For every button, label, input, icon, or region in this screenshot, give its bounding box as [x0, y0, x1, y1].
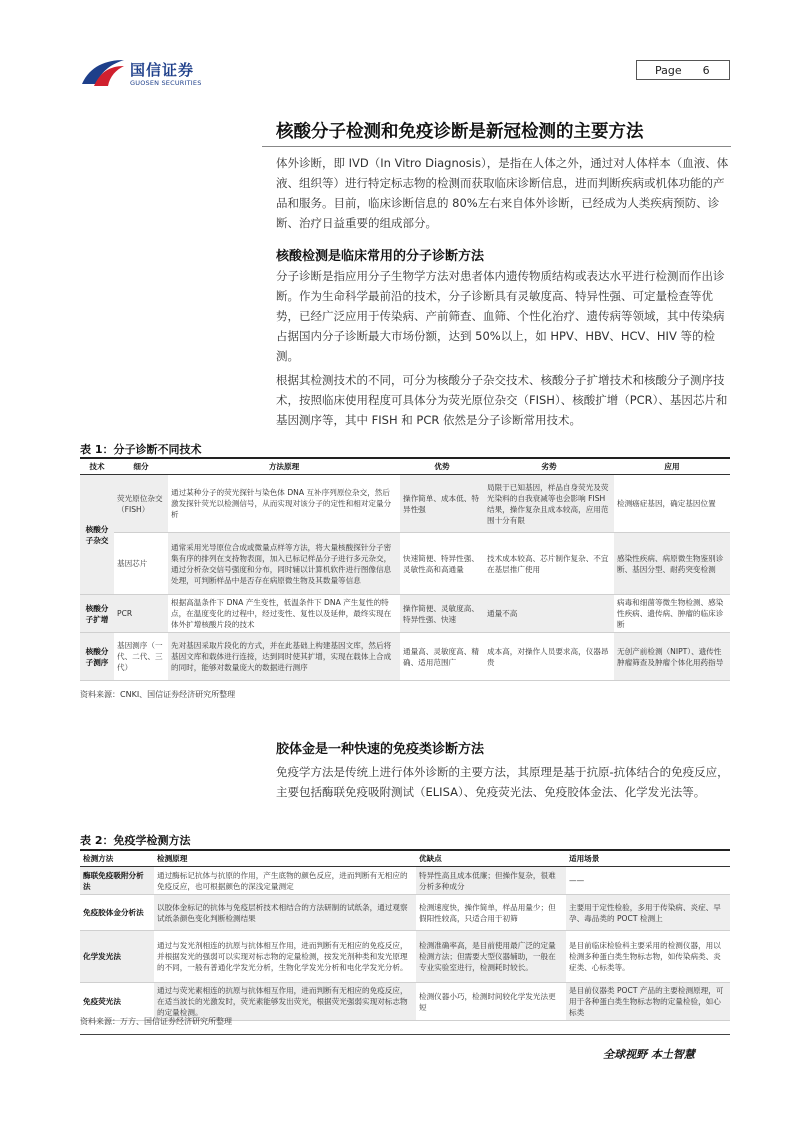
section1-paragraph-2: 根据其检测技术的不同，可分为核酸分子杂交技术、核酸分子扩增技术和核酸分子测序技术，按照临床使用程度可具体分为荧光原位杂交（FISH）、核酸扩增（PCR）、基因芯片和基因测序等，其中 FISH 和 PCR 依然是分子诊断常用技术。 [276, 373, 728, 427]
table2-pros-cell: 特异性高且成本低廉；但操作复杂，很难分析多种成分 [416, 867, 566, 895]
table2-principle-cell: 以胶体金标记的抗体与免疫层析技术相结合的方法研制的试纸条，通过观察试纸条颜色变化判断检测结果 [154, 895, 416, 931]
table2-method-cell: 酶联免疫吸附分析法 [80, 867, 154, 895]
table2-pros-cell: 检测速度快，操作简单，样品用量少；但假阳性较高，只适合用于初筛 [416, 895, 566, 931]
table1-app-cell: 感染性疾病、病原微生物鉴别诊断、基因分型、耐药突变检测 [614, 533, 730, 595]
table1-sub-cell: PCR [114, 595, 168, 633]
section1-paragraph-1: 分子诊断是指应用分子生物学方法对患者体内遗传物质结构或表达水平进行检测而作出诊断。作为生命科学最前沿的技术，分子诊断具有灵敏度高、特异性强、可定量检查等优势，已经广泛应用于传染病、产前筛查、血筛、个性化治疗、遗传病等领域，其中传染病占据国内分子诊断最大市场份额，达到 50%以上，如 HPV、HBV、HCV、HIV 等的检测。 [276, 269, 725, 363]
table-row [80, 475, 730, 533]
company-logo [80, 56, 220, 90]
section2-heading: 胶体金是一种快速的免疫类诊断方法 [276, 742, 485, 757]
table1-sub-cell: 荧光原位杂交（FISH） [114, 475, 168, 533]
section2-paragraph: 免疫学方法是传统上进行体外诊断的主要方法，其原理是基于抗原-抗体结合的免疫反应，主要包括酶联免疫吸附测试（ELISA）、免疫荧光法、免疫胶体金法、化学发光法等。 [276, 765, 729, 799]
table2-scene-cell: —— [566, 867, 730, 895]
table1-source: 资料来源：CNKI、国信证券经济研究所整理 [80, 690, 236, 699]
table2-method-cell: 化学发光法 [80, 931, 154, 983]
table1-principle-cell: 通常采用光导原位合成或微量点样等方法，将大量核酸探针分子密集有序的排列在支持物表面，加入已标记样品分子进行多元杂交，通过分析杂交信号强度和分布，同时辅以计算机软件进行图像信息处理，可判断样品中是否存在病原微生物及其数量等信息 [168, 533, 400, 595]
table2-method-cell: 免疫胶体金分析法 [80, 895, 154, 931]
table-row [80, 931, 730, 983]
table1-header: 方法原理 [168, 458, 400, 475]
table1-header: 劣势 [484, 458, 614, 475]
footer-slogan: 全球视野 本土智慧 [603, 1048, 695, 1061]
table1-group-cell: 核酸分子测序 [80, 633, 114, 681]
page-number: 6 [702, 64, 710, 77]
table2-method-cell: 免疫荧光法 [80, 983, 154, 1021]
table2-pros-cell: 检测仪器小巧，检测时间较化学发光法更短 [416, 983, 566, 1021]
table1-principle-cell: 通过某种分子的荧光探针与染色体 DNA 互补序列原位杂交，然后激发探针荧光以检测信号，从而实现对该分子的定性和相对定量分析 [168, 475, 400, 533]
table-row [80, 533, 730, 595]
table-row [80, 633, 730, 681]
table1-sub-cell: 基因测序（一代、二代、三代） [114, 633, 168, 681]
table1-dis-cell: 通量不高 [484, 595, 614, 633]
page-indicator [636, 60, 730, 80]
table1-principle-cell: 先对基因采取片段化的方式，并在此基础上构建基因文库，然后将基因文库和载体进行连接，达到同时使其扩增，实现在载体上合成的同时，能够对数量庞大的数据进行测序 [168, 633, 400, 681]
table-row [80, 867, 730, 895]
table2-header: 检测原理 [154, 850, 416, 867]
table1-sub-cell: 基因芯片 [114, 533, 168, 595]
table-row [80, 595, 730, 633]
table1-adv-cell: 操作简便、灵敏度高、特异性强、快速 [400, 595, 484, 633]
table1 [80, 457, 730, 681]
table1-principle-cell: 根据高温条件下 DNA 产生变性，低温条件下 DNA 产生复性的特点，在温度变化的过程中，经过变性、复性以及延伸，最终实现在体外扩增核酸片段的技术 [168, 595, 400, 633]
table1-app-cell: 病毒和细菌等微生物检测、感染性疾病、遗传病、肿瘤的临床诊断 [614, 595, 730, 633]
table2-pros-cell: 检测准确率高，是目前使用最广泛的定量检测方法；但需要大型仪器辅助，一般在专业实验室进行，检测耗时较长。 [416, 931, 566, 983]
table1-group-cell: 核酸分子杂交 [80, 475, 114, 595]
table2-scene-cell: 是目前临床检验科主要采用的检测仪器，用以检测多种蛋白类生物标志物，如传染病类、炎症类、心标类等。 [566, 931, 730, 983]
table-row [80, 895, 730, 931]
table2-scene-cell: 主要用于定性检验，多用于传染病、炎症、早孕、毒品类的 POCT 检测上 [566, 895, 730, 931]
logo-emblem-icon [80, 56, 126, 88]
table1-caption: 表 1：分子诊断不同技术 [80, 443, 202, 456]
table2-header: 优缺点 [416, 850, 566, 867]
table1-dis-cell: 成本高，对操作人员要求高，仪器昂贵 [484, 633, 614, 681]
table1-group-cell: 核酸分子扩增 [80, 595, 114, 633]
table1-dis-cell: 技术成本较高、芯片制作复杂、不宜在基层推广使用 [484, 533, 614, 595]
table2-header: 适用场景 [566, 850, 730, 867]
table2 [80, 849, 730, 1021]
table-row [80, 983, 730, 1021]
table1-dis-cell: 局限于已知基因，样品自身荧光及荧光染料的自我衰减等也会影响 FISH 结果，操作复杂且成本较高，应用范围十分有限 [484, 475, 614, 533]
table1-app-cell: 检测癌症基因，确定基因位置 [614, 475, 730, 533]
section1-heading: 核酸检测是临床常用的分子诊断方法 [276, 249, 485, 264]
table1-adv-cell: 快速简便、特异性强、灵敏性高和高通量 [400, 533, 484, 595]
table2-caption: 表 2：免疫学检测方法 [80, 834, 191, 847]
table1-header: 细分 [114, 458, 168, 475]
table2-principle-cell: 通过酶标记抗体与抗原的作用，产生底物的颜色反应，进而判断有无相应的免疫反应，也可根据颜色的深浅定量测定 [154, 867, 416, 895]
table1-header: 优势 [400, 458, 484, 475]
table2-header: 检测方法 [80, 850, 154, 867]
title-divider [262, 146, 731, 147]
table1-header: 技术 [80, 458, 114, 475]
page-label: Page [655, 64, 682, 77]
footer-divider [80, 1034, 730, 1035]
page-title: 核酸分子检测和免疫诊断是新冠检测的主要方法 [276, 122, 644, 142]
table2-principle-cell: 通过与发光剂相连的抗原与抗体相互作用，进而判断有无相应的免疫反应，并根据发光的强弱可以实现对标志物的定量检测，按发光剂种类和发光原理的不同，一般有普通化学发光分析，生物化学发光分析和电化学发光分析。 [154, 931, 416, 983]
table1-header: 应用 [614, 458, 730, 475]
intro-paragraph: 体外诊断，即 IVD（In Vitro Diagnosis），是指在人体之外，通过对人体样本（血液、体液、组织等）进行特定标志物的检测而获取临床诊断信息，进而判断疾病或机体功能的产品和服务。目前，临床诊断信息的 80%左右来自体外诊断，已经成为人类疾病预防、诊断、治疗日益重要的组成部分。 [276, 156, 729, 230]
table2-principle-cell: 通过与荧光素相连的抗原与抗体相互作用，进而判断有无相应的免疫反应，在适当波长的光激发时，荧光素能够发出荧光，根据荧光强弱实现对标志物的定量检测。 [154, 983, 416, 1021]
table1-adv-cell: 操作简单、成本低、特异性强 [400, 475, 484, 533]
table1-adv-cell: 通量高、灵敏度高、精确、适用范围广 [400, 633, 484, 681]
table1-app-cell: 无创产前检测（NIPT）、遗传性肿瘤筛查及肿瘤个体化用药指导 [614, 633, 730, 681]
table2-scene-cell: 是目前仪器类 POCT 产品的主要检测原理，可用于各种蛋白类生物标志物的定量检验，如心标类 [566, 983, 730, 1021]
table2-source: 资料来源：万方、国信证券经济研究所整理 [80, 1017, 232, 1026]
logo-english-name: GUOSEN SECURITIES [130, 79, 202, 87]
logo-chinese-name: 国信证券 [130, 61, 195, 79]
